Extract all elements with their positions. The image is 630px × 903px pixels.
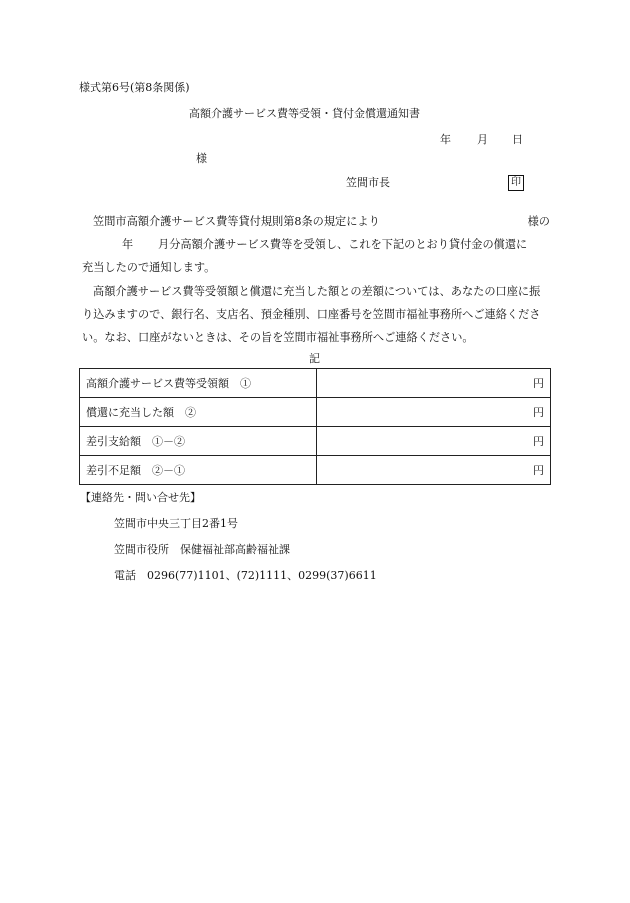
row-label-received: 高額介護サービス費等受領額 ① (80, 369, 317, 398)
row-label-repayment: 償還に充当した額 ② (80, 398, 317, 427)
ki-label: 記 (309, 352, 320, 365)
form-number: 様式第6号(第8条関係) (79, 81, 190, 94)
contact-phone: 電話 0296(77)1101、(72)1111、0299(37)6611 (114, 569, 377, 582)
amounts-table (79, 368, 551, 485)
para1-line1-end: 様の (527, 215, 550, 228)
contact-address: 笠間市中央三丁目2番1号 (114, 517, 238, 530)
notice-paragraph-1 (82, 210, 550, 279)
table-row (80, 427, 551, 456)
row-unit: 円 (317, 456, 551, 485)
row-label-shortfall: 差引不足額 ②－① (80, 456, 317, 485)
date-month: 月 (477, 133, 488, 146)
row-unit: 円 (317, 398, 551, 427)
seal-mark: 印 (508, 175, 524, 191)
document-title: 高額介護サービス費等受領・貸付金償還通知書 (189, 107, 420, 120)
table-row (80, 398, 551, 427)
date-day: 日 (512, 133, 523, 146)
para1-line3: 充当したので通知します。 (82, 261, 216, 274)
row-unit: 円 (317, 427, 551, 456)
contact-office: 笠間市役所 保健福祉部高齢福祉課 (114, 543, 290, 556)
table-row (80, 369, 551, 398)
para1-year: 年 (122, 238, 134, 251)
addressee-suffix: 様 (196, 152, 207, 165)
notice-paragraph-2: 高額介護サービス費等受領額と償還に充当した額との差額については、あなたの口座に振り込みますので、銀行名、支店名、預金種別、口座番号を笠間市福祉事務所へご連絡ください。なお、口座がないときは、その旨を笠間市福祉事務所へご連絡ください。 (82, 285, 541, 344)
issuer-name: 笠間市長 (346, 176, 390, 189)
row-label-payment: 差引支給額 ①－② (80, 427, 317, 456)
table-row (80, 456, 551, 485)
contact-heading: 【連絡先・問い合せ先】 (80, 491, 201, 504)
para1-line2: 月分高額介護サービス費等を受領し、これを下記のとおり貸付金の償還に (158, 238, 528, 251)
date-year: 年 (440, 133, 451, 146)
para1-line1-start: 笠間市高額介護サービス費等貸付規則第8条の規定により (93, 215, 380, 228)
row-unit: 円 (317, 369, 551, 398)
